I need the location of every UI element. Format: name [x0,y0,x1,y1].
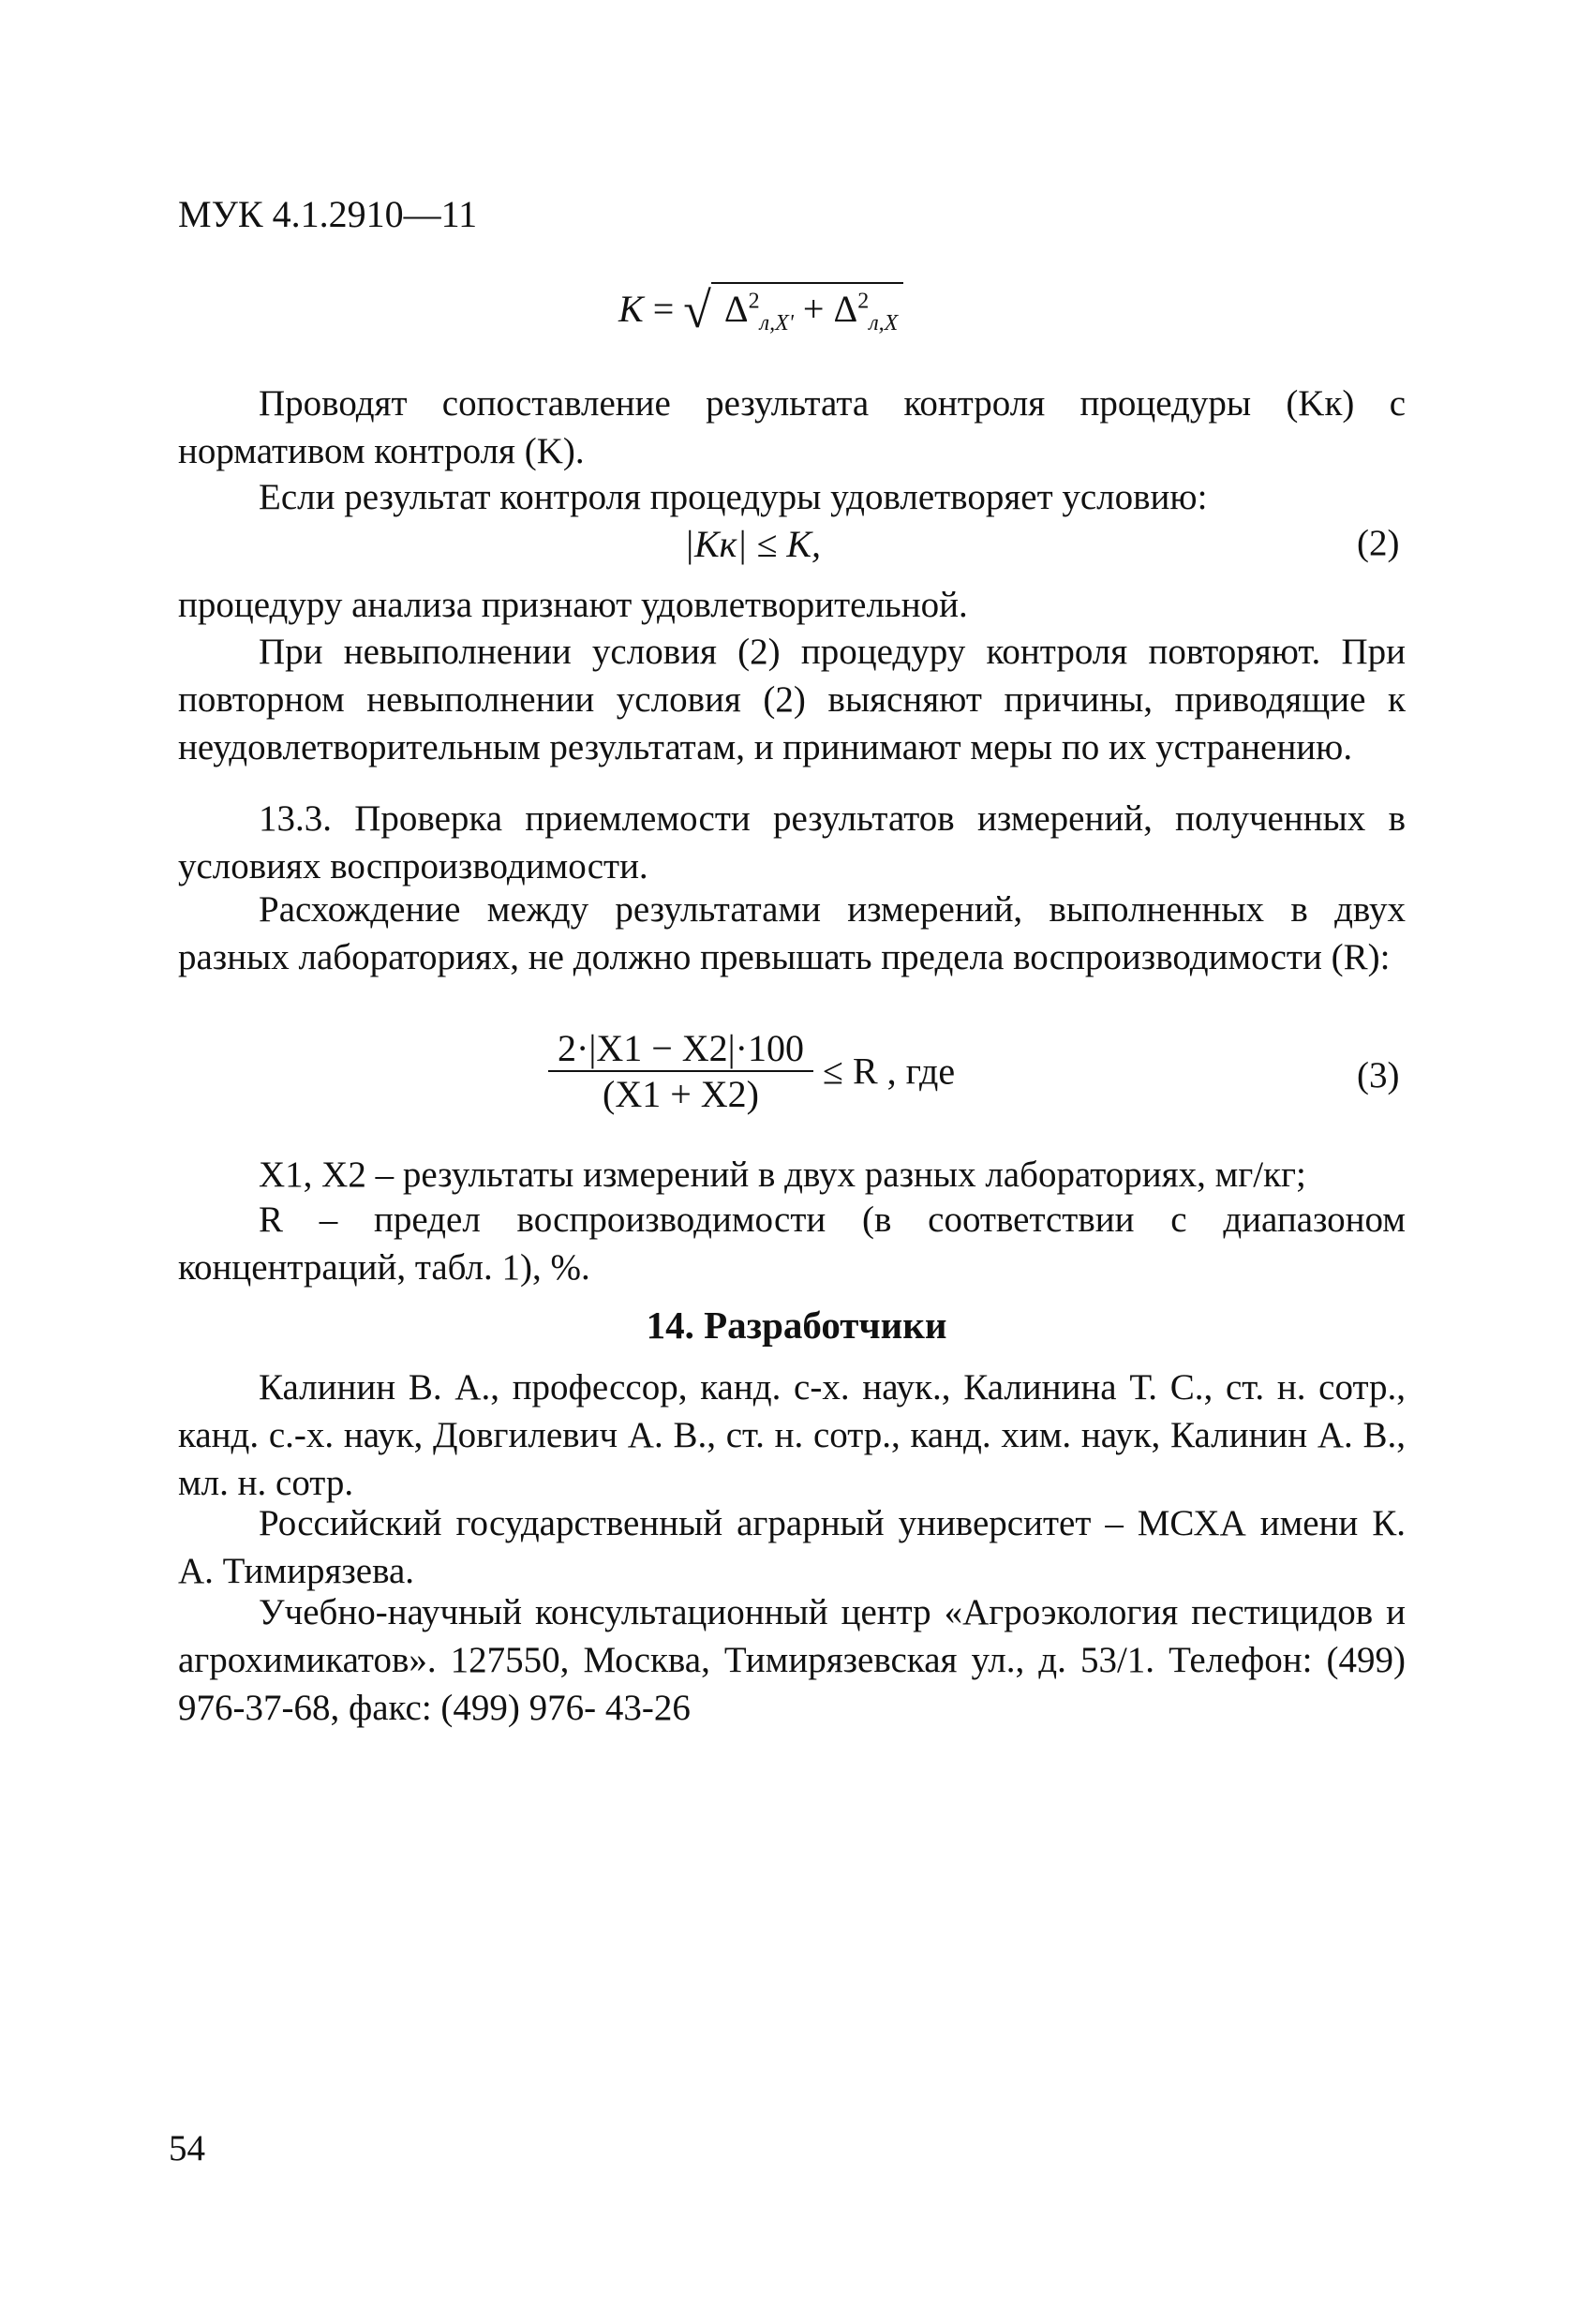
paragraph-p3: процедуру анализа признают удовлетворительной. [178,585,968,625]
paragraph-p4: При невыполнении условия (2) процедуру контроля повторяют. При повторном невыполнении условия (2) выясняют причины, приводящие к неудовлетворительным результатам, и принимают меры по их устранению. [178,632,1406,767]
paragraph-p6: Расхождение между результатами измерений, выполненных в двух разных лабораториях, не должно превышать предела воспроизводимости (R): [178,889,1406,977]
paragraph-p1: Проводят сопоставление результата контроля процедуры (Kк) с нормативом контроля (K). [178,383,1406,471]
eq2-number: (2) [1357,523,1400,563]
formula-k [618,281,903,339]
equation-3 [548,1026,955,1116]
paragraph-p8: R – предел воспроизводимости (в соответствии с диапазоном концентраций, табл. 1), %. [178,1199,1406,1288]
section-heading: 14. Разработчики [646,1304,947,1347]
paragraph-p11: Учебно-научный консультационный центр «Агроэкология пестицидов и агрохимикатов». 127550, Москва, Тимирязевская ул., д. 53/1. Телефон: (499) 976-37-68, факс: (499) 976- 43-26 [178,1592,1406,1728]
equation-2 [684,522,821,566]
formula-k-term1-exp: 2 [748,289,760,314]
formula-k-lhs: K [618,288,644,330]
formula-k-term2-exp: 2 [857,289,870,314]
eq3-denominator: (X1 + X2) [603,1073,759,1115]
paragraph-p9: Калинин В. А., профессор, канд. с-х. наук., Калинина Т. С., ст. н. сотр., канд. с.-х. наук, Довгилевич А. В., ст. н. сотр., канд. хим. наук, Калинин А. В., мл. н. сотр. [178,1367,1406,1503]
eq3-fraction [548,1026,813,1116]
paragraph-p7: X1, X2 – результаты измерений в двух разных лабораториях, мг/кг; [259,1155,1306,1195]
paragraph-p5: 13.3. Проверка приемлемости результатов измерений, полученных в условиях воспроизводимости. [178,798,1406,886]
paragraph-p2: Если результат контроля процедуры удовлетворяет условию: [259,477,1208,517]
formula-k-eq: = [652,288,675,330]
formula-k-term2-sub: л,X [869,311,899,335]
eq2-expr: |Kк| ≤ K, [684,523,822,565]
formula-k-term2-base: Δ [833,288,858,330]
formula-k-term1-base: Δ [723,288,749,330]
page-number: 54 [169,2128,205,2168]
formula-k-term1-sub: л,X' [759,311,794,335]
document-header: МУК 4.1.2910—11 [178,193,478,235]
eq3-numerator: 2·|X1 − X2|·100 [548,1026,813,1072]
formula-k-plus: + [802,288,825,330]
sqrt-icon: √ [683,282,711,338]
paragraph-p10: Российский государственный аграрный университет – МСХА имени К. А. Тимирязева. [178,1503,1406,1591]
eq3-rhs: ≤ R , где [823,1050,956,1093]
eq3-number: (3) [1357,1055,1400,1095]
